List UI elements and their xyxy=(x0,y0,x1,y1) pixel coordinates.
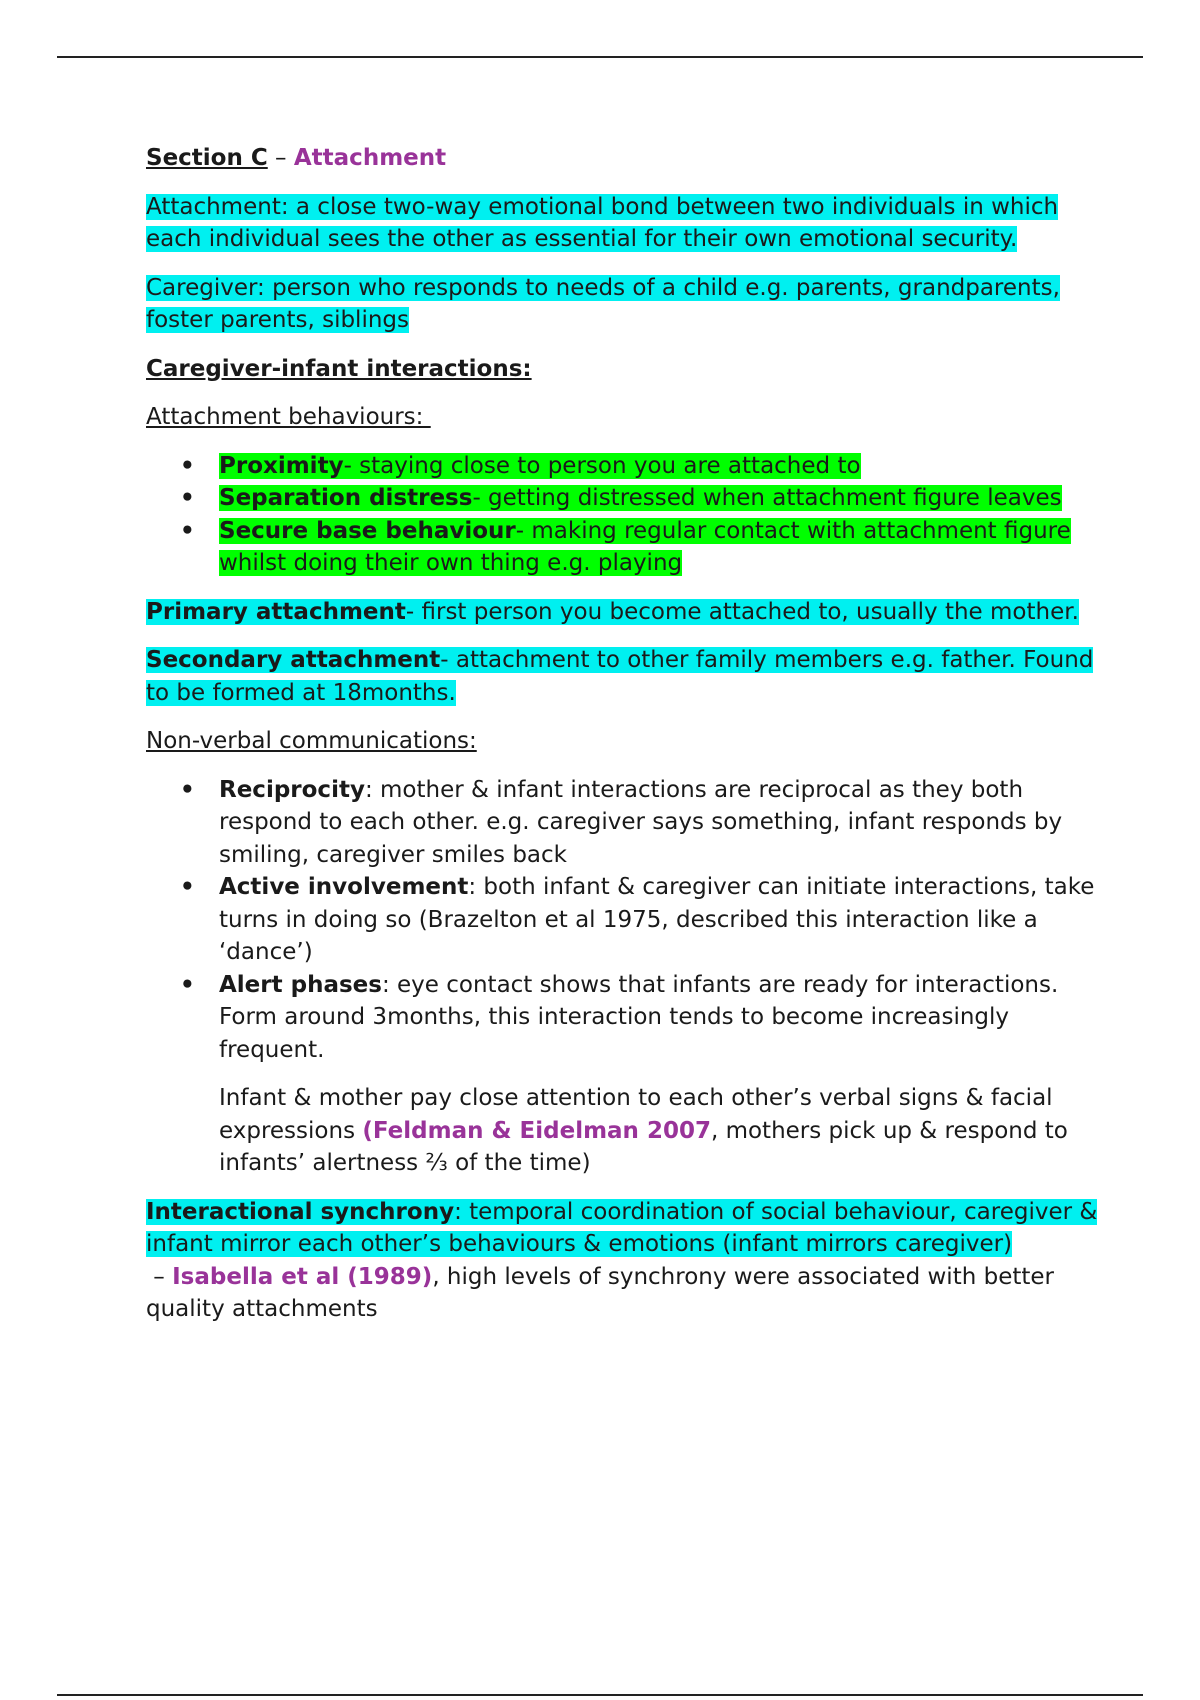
primary-attachment: Primary attachment- first person you become attached to, usually the mother. xyxy=(146,598,1079,625)
nonverbal-heading: Non-verbal communications: xyxy=(146,728,477,754)
footer-rule xyxy=(57,1694,1143,1696)
interactional-synchrony: Interactional synchrony: temporal coordination of social behaviour, caregiver & infant mirror each other’s behaviours & emotions (infant mirrors caregiver) – Isabella et al (1989), high levels of synchrony were associated with better quality attachments xyxy=(146,1198,1098,1322)
list-item: • Active involvement: both infant & caregiver can initiate interactions, take turns in doing so (Brazelton et al 1975, described this interaction like a ‘dance’) xyxy=(146,871,1106,969)
list-item: • Proximity- staying close to person you are attached to xyxy=(146,450,1106,483)
attachment-behaviours-list xyxy=(146,450,1106,580)
attachment-behaviours-heading: Attachment behaviours: xyxy=(146,404,431,430)
isabella-citation: Isabella et al (1989) xyxy=(172,1263,433,1290)
caregiver-definition xyxy=(146,272,1106,337)
caregiver-infant-heading: Caregiver-infant interactions: xyxy=(146,355,532,382)
section-label: Section C xyxy=(146,145,268,171)
caregiver-definition-text: Caregiver: person who responds to needs of a child e.g. parents, grandparents, foster parents, siblings xyxy=(146,274,1060,333)
feldman-note: Infant & mother pay close attention to each other’s verbal signs & facial expressions (Feldman & Eidelman 2007, mothers pick up & respond to infants’ alertness ⅔ of the time) xyxy=(219,1085,1068,1176)
header-rule xyxy=(57,56,1143,58)
title-dash: – xyxy=(267,145,294,171)
attachment-definition xyxy=(146,191,1106,256)
secondary-attachment: Secondary attachment- attachment to other family members e.g. father. Found to be formed at 18months. xyxy=(146,647,1094,706)
feldman-citation: (Feldman & Eidelman 2007 xyxy=(362,1117,711,1144)
list-item: • Alert phases: eye contact shows that infants are ready for interactions. Form around 3months, this interaction tends to become increasingly frequent. xyxy=(146,969,1106,1067)
page-title xyxy=(146,142,1106,175)
list-item: • Reciprocity: mother & infant interactions are reciprocal as they both respond to each other. e.g. caregiver says something, infant responds by smiling, caregiver smiles back xyxy=(146,774,1106,872)
document-body xyxy=(146,142,1106,1342)
topic-title: Attachment xyxy=(293,145,447,171)
attachment-definition-text: Attachment: a close two-way emotional bond between two individuals in which each individual sees the other as essential for their own emotional security. xyxy=(146,193,1059,252)
list-item: • Secure base behaviour- making regular contact with attachment figure whilst doing their own thing e.g. playing xyxy=(146,515,1106,580)
nonverbal-list xyxy=(146,774,1106,1067)
list-item: • Separation distress- getting distressed when attachment figure leaves xyxy=(146,482,1106,515)
